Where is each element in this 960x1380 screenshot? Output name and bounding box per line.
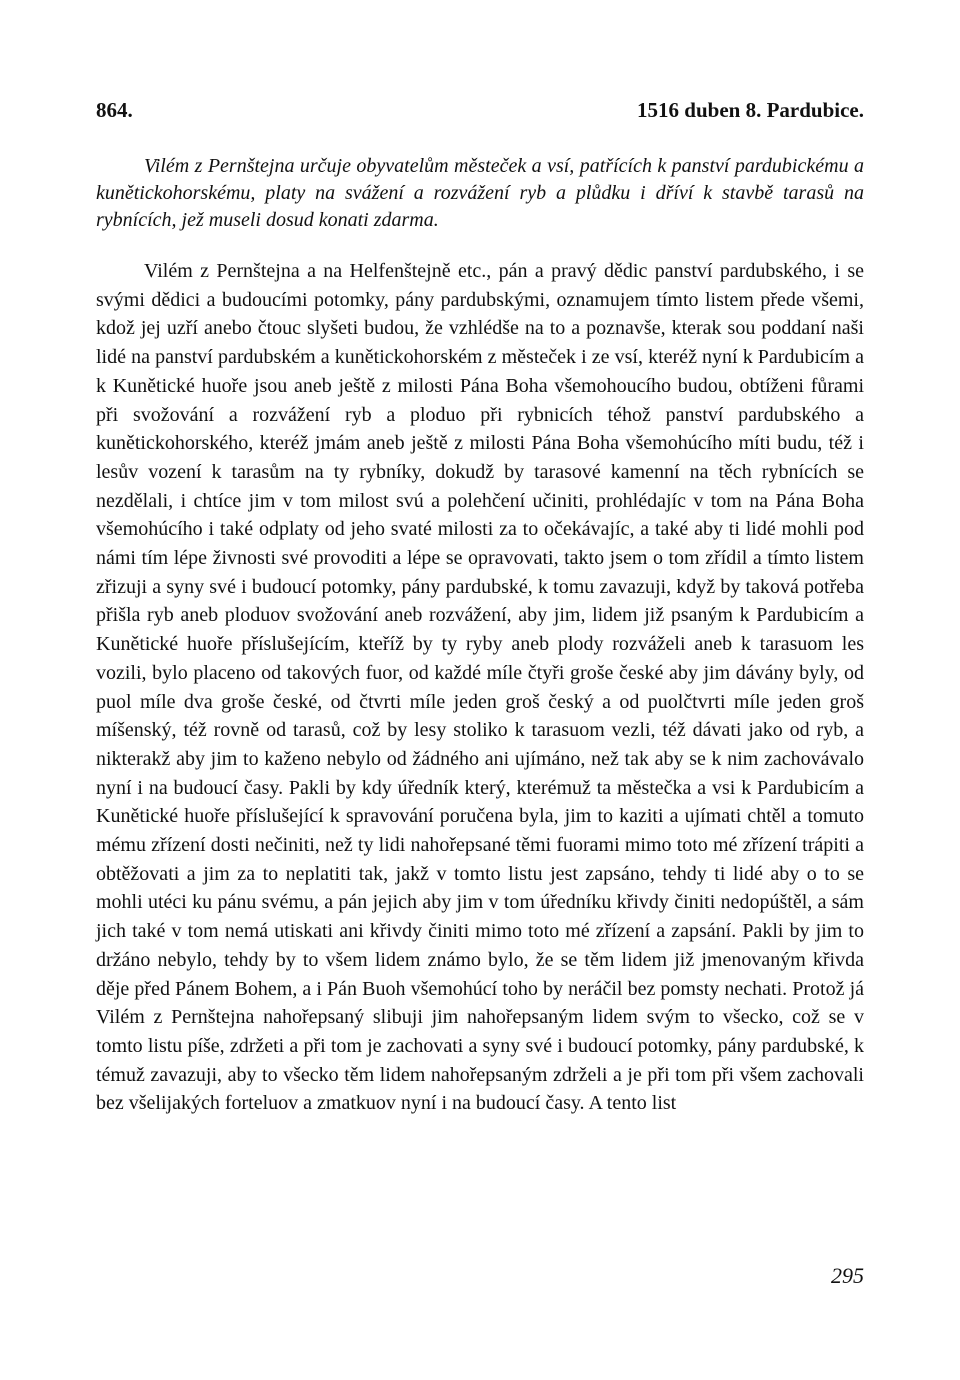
document-number: 864.	[96, 98, 133, 122]
regest-summary: Vilém z Pernštejna určuje obyvatelům městeček a vsí, patřících k panství pardubickému a kunětickohorskému, platy na svážení a rozvážení ryb a plůdku i dříví k stavbě tarasů na rybnících, jež museli dosud konati zdarma.	[96, 155, 864, 231]
document-date-place: 1516 duben 8. Pardubice.	[637, 98, 864, 122]
page-number: 295	[831, 1263, 864, 1288]
document-page	[96, 0, 864, 1380]
charter-text: Vilém z Pernštejna a na Helfenštejně etc., pán a pravý dědic panství pardubského, i se svými dědici a budoucími potomky, pány pardubskými, oznamujem tímto listem přede všemi, kdož jej uzří anebo čtouc slyšeti budou, že vzhlédše na to a poznavše, kterak sou poddaní naši lidé na panství pardubském a kunětickohorském z městeček i ze vsí, kteréž nyní k Pardubicím a k Kunětické huoře jsou aneb ještě z milosti Pána Boha všemohoucího budou, obtíženi fůrami při svožování a rozvážení ryb a ploduo při rybnicích téhož panství pardubského a kunětickohorského, kteréž jmám aneb ještě z milosti Pána Boha všemohúcího míti budu, též i lesův vození k tarasům na ty rybníky, dokudž by tarasové kamenní na těch rybnících se nezdělali, i chtíce jim v tom milost svú a polehčení učiniti, prohlédajíc v tom na Pána Boha všemohúcího i také odplaty od jeho svaté milosti za to očekávajíc, a také aby ti lidé mohli pod námi tím lépe živnosti své provoditi a lépe se opravovati, takto jsem o tom zřídil a tímto listem zřizuji a syny své i budoucí potomky, pány pardubské, k tomu zavazuji, když by taková potřeba přišla ryb aneb ploduov svožování aneb rozvážení, aby jim, lidem již psaným k Pardubicím a Kunětické huoře příslušejícím, kteříž by ty ryby aneb plody rozváželi aneb k tarasuom les vozili, bylo placeno od takových fuor, od každé míle čtyři groše české aby jim dávány byly, od puol míle dva groše české, od čtvrti míle jeden groš český a od puolčtvrti míle jeden groš míšenský, též rovně od tarasů, což by lesy stoliko k tarasuom vezli, též dávati jako od ryb, a nikterakž aby jim to kaženo nebylo od žádného ani ujímáno, než tak aby se k nim zachovávalo nyní i na budoucí časy. Pakli by kdy úředník který, kterémuž ta městečka a vsi k Pardubicím a Kunětické huoře příslušející k spravování poručena byla, jim to kaziti a ujímati chtěl a tomuto mému zřízení dosti nečiniti, než ty lidi nahořepsané těmi fuorami mimo toto mé zřízení trápiti a obtěžovati a jim za to neplatiti tak, jakž v tomto listu jest zapsáno, tehdy ti lidé aby o to se mohli utéci ku pánu svému, a pán jejich aby jim v tom úředníku křivdy činiti nedopúštěl, a sám jich také v tom nemá utiskati ani křivdy činiti mimo toto mé zřízení a zapsání. Pakli by jim to držáno nebylo, tehdy by to všem lidem známo bylo, že se těm lidem již jmenovaným křivda děje před Pánem Bohem, a i Pán Buoh všemohúcí toho by neráčil bez pomsty nechati. Protož já Vilém z Pernštejna nahořepsaný slibuji jim nahořepsaným lidem svým to všecko, což se v tomto listu píše, zdržeti a při tom je zachovati a syny své i budoucí potomky, pány pardubské, k témuž zavazuji, aby to všecko těm lidem nahořepsaným zdrželi a je při tom při všem zachovali bez všelijakých forteluov a zmatkuov nyní i na budoucí časy. A tento list	[96, 260, 864, 1115]
running-head	[96, 96, 864, 124]
